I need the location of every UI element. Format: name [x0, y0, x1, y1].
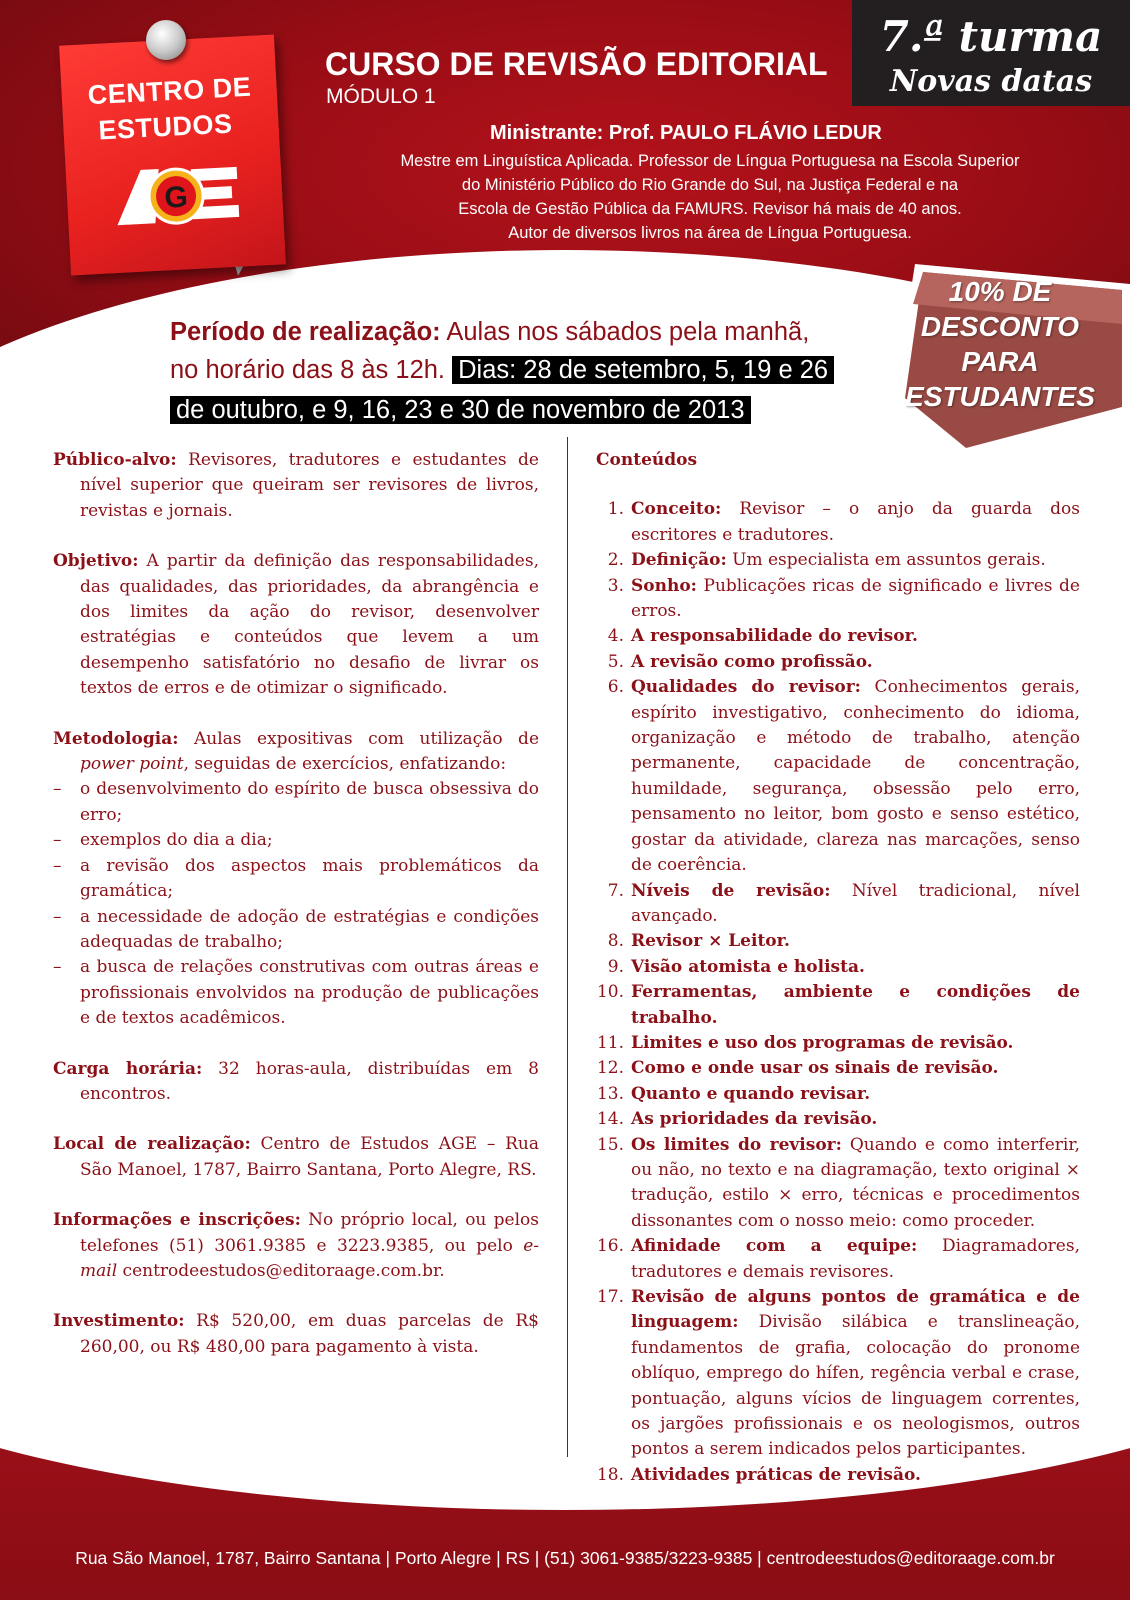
turma-number: 7.ª turma — [879, 12, 1103, 61]
item-text: Um especialista em assuntos gerais. — [726, 550, 1046, 571]
logo-text-line-1: CENTRO DE — [87, 71, 252, 111]
item-number: 9. — [607, 956, 624, 977]
section-text: Centro de Estudos AGE – Rua São Manoel, 1787, Bairro Santana, Porto Alegre, RS. — [80, 1134, 539, 1180]
period-text: Aulas nos sábados pela manhã, — [440, 318, 810, 346]
item-title: Limites e uso dos programas de revisão. — [631, 1032, 1014, 1053]
item-number: 8. — [607, 931, 624, 952]
item-number: 4. — [607, 626, 624, 647]
content-item — [596, 1031, 1080, 1056]
list-item: – a busca de relações construtivas com outras áreas e profissionais envolvidos na produção de publicações e de textos acadêmicos. — [53, 955, 539, 1031]
section-text: Aulas expositivas com utilização de — [178, 728, 539, 749]
section-text: No próprio local, ou pelos telefones (51) 3061.9385 e 3223.9385, ou pelo — [80, 1210, 539, 1256]
item-text: Publicações ricas de significado e livres de erros. — [631, 575, 1080, 622]
content-item — [596, 1133, 1080, 1235]
item-title: Revisão de alguns pontos de gramática e de linguagem: — [631, 1287, 1080, 1333]
item-text: Diagramadores, tradutores e demais revisores. — [631, 1236, 1080, 1282]
item-title: Os limites do revisor: — [631, 1134, 842, 1155]
section-label: Informações e inscrições: — [53, 1210, 301, 1231]
contents-list — [596, 497, 1080, 1488]
section-objetivo — [53, 549, 539, 701]
item-title: Níveis de revisão: — [631, 880, 831, 901]
section-text-italic: power point — [80, 754, 184, 775]
item-title: Afinidade com a equipe: — [631, 1236, 918, 1257]
content-item — [596, 929, 1080, 954]
item-title: Quanto e quando revisar. — [631, 1083, 871, 1104]
content-item — [596, 1056, 1080, 1081]
content-item — [596, 574, 1080, 625]
metodologia-list — [53, 777, 539, 1031]
age-logo — [106, 156, 249, 233]
badge-line: PARA — [961, 346, 1039, 377]
item-title: Conceito: — [631, 499, 722, 520]
turma-new-dates: Novas datas — [889, 64, 1093, 99]
period-hours: no horário das 8 às 12h. — [170, 356, 446, 384]
bio-line: do Ministério Público do Rio Grande do Sul, na Justiça Federal e na — [461, 176, 959, 194]
badge-line: 10% DE — [948, 276, 1052, 307]
period-dates-highlight: de outubro, e 9, 16, 23 e 30 de novembro de 2013 — [170, 396, 751, 424]
item-title: Atividades práticas de revisão. — [631, 1464, 921, 1485]
item-number: 7. — [607, 880, 624, 901]
instructor-bio — [360, 149, 1060, 245]
section-label: Investimento: — [53, 1311, 185, 1332]
right-column — [596, 448, 1080, 1488]
left-column — [53, 448, 539, 1385]
column-divider — [567, 437, 568, 1457]
item-number: 12. — [596, 1058, 624, 1079]
section-text: Revisores, tradutores e estudantes de nível superior que queiram ser revisores de livros, revistas e jornais. — [80, 450, 539, 521]
content-item — [596, 675, 1080, 878]
item-number: 17. — [596, 1287, 624, 1307]
content-item — [596, 497, 1080, 548]
item-title: A responsabilidade do revisor. — [631, 626, 918, 647]
content-item — [596, 650, 1080, 675]
section-label: Metodologia: — [53, 728, 179, 749]
item-title: A revisão como profissão. — [631, 651, 873, 672]
period-line-3 — [170, 396, 751, 425]
item-number: 14. — [596, 1109, 624, 1130]
module-label: MÓDULO 1 — [326, 85, 436, 108]
item-title: Qualidades do revisor: — [631, 677, 861, 698]
bio-line: Mestre em Linguística Aplicada. Professor de Língua Portuguesa na Escola Superior — [400, 152, 1020, 170]
section-text: R$ 520,00, em duas parcelas de R$ 260,00, ou R$ 480,00 para pagamento à vista. — [80, 1311, 539, 1357]
item-text: Quando e como interferir, ou não, no texto e na diagramação, texto original × tradução, estilo × erro, técnicas e procedimentos dissonantes com o nosso meio: como proceder. — [631, 1134, 1081, 1231]
item-number: 1. — [607, 499, 624, 520]
list-item: – a revisão dos aspectos mais problemáticos da gramática; — [53, 854, 539, 905]
item-text: Conhecimentos gerais, espírito investigativo, conhecimento do idioma, organização e método de trabalho, atenção permanente, capacidade de concentração, humildade, segurança, obsessão pelo erro, pensamento no leitor, bom gosto e senso estético, gostar da atividade, clareza nas marcações, senso de coerência. — [631, 677, 1080, 876]
section-label: Local de realização: — [53, 1134, 251, 1155]
instructor-name: Ministrante: Prof. PAULO FLÁVIO LEDUR — [490, 122, 882, 144]
list-item: – a necessidade de adoção de estratégias e condições adequadas de trabalho; — [53, 905, 539, 956]
content-item — [596, 1107, 1080, 1132]
section-text: , seguidas de exercícios, enfatizando: — [183, 754, 507, 775]
content-item — [596, 1463, 1080, 1488]
item-number: 2. — [607, 550, 624, 571]
section-label: Objetivo: — [53, 551, 139, 572]
item-number: 11. — [596, 1032, 624, 1053]
section-text: 32 horas-aula, distribuídas em 8 encontros. — [80, 1058, 539, 1104]
content-item — [596, 1082, 1080, 1107]
item-title: Como e onde usar os sinais de revisão. — [631, 1058, 999, 1079]
logo-text-line-2: ESTUDOS — [97, 108, 234, 146]
item-number: 13. — [596, 1083, 624, 1104]
list-item: – o desenvolvimento do espírito de busca obsessiva do erro; — [53, 777, 539, 828]
pushpin-icon — [146, 20, 186, 60]
content-item — [596, 1234, 1080, 1285]
section-investimento — [53, 1309, 539, 1360]
item-title: As prioridades da revisão. — [631, 1109, 878, 1130]
contents-title: Conteúdos — [596, 450, 698, 470]
section-publico-alvo — [53, 448, 539, 524]
content-item — [596, 980, 1080, 1031]
item-title: Ferramentas, ambiente e condições de trabalho. — [631, 982, 1080, 1028]
item-title: Revisor × Leitor. — [631, 931, 790, 952]
section-text: A partir da definição das responsabilidades, das qualidades, das prioridades, da abrangência e dos limites da ação do revisor, desenvolver estratégias e conteúdos que levem a um desempenho satisfatório no desafio de livrar os textos de erros e de otimizar o significado. — [80, 551, 539, 699]
section-metodologia — [53, 727, 539, 778]
email-text: centrodeestudos@editoraage.com.br. — [117, 1260, 445, 1281]
bio-line: Escola de Gestão Pública da FAMURS. Revisor há mais de 40 anos. — [458, 200, 962, 218]
item-text: Divisão silábica e translineação, fundamentos de grafia, colocação do pronome oblíquo, emprego do hífen, regência verbal e crase, pontuação, alguns vícios de linguagem correntes, os jargões profissionais e os neologismos, outros pontos a serem indicados pelos participantes. — [631, 1312, 1080, 1460]
list-item: – exemplos do dia a dia; — [53, 828, 539, 853]
section-carga-horaria — [53, 1057, 539, 1108]
item-title: Definição: — [631, 550, 727, 571]
section-local — [53, 1132, 539, 1183]
content-item — [596, 1285, 1080, 1463]
item-text: Nível tradicional, nível avançado. — [631, 880, 1080, 926]
period-line-2 — [170, 356, 834, 385]
content-item — [596, 879, 1080, 930]
item-number: 10. — [596, 982, 624, 1003]
period-dates-highlight: Dias: 28 de setembro, 5, 19 e 26 — [452, 356, 834, 384]
item-number: 15. — [596, 1134, 624, 1155]
content-item — [596, 955, 1080, 980]
section-label: Carga horária: — [53, 1058, 203, 1079]
section-informacoes — [53, 1208, 539, 1284]
period-line-1 — [170, 318, 809, 347]
badge-line: ESTUDANTES — [905, 381, 1095, 412]
item-number: 6. — [607, 677, 624, 698]
age-logo-letter: G — [163, 180, 189, 215]
section-label: Público-alvo: — [53, 450, 177, 470]
bio-line: Autor de diversos livros na área de Língua Portuguesa. — [508, 224, 912, 242]
item-number: 3. — [607, 575, 624, 596]
badge-line: DESCONTO — [920, 311, 1080, 342]
course-title: CURSO DE REVISÃO EDITORIAL — [325, 46, 828, 82]
footer-contact: Rua São Manoel, 1787, Bairro Santana | Porto Alegre | RS | (51) 3061-9385/3223-9385 | centrodeestudos@editoraage.com.br — [75, 1548, 1055, 1568]
item-title: Visão atomista e holista. — [631, 956, 865, 977]
content-item — [596, 624, 1080, 649]
period-label: Período de realização: — [170, 318, 441, 346]
item-title: Sonho: — [631, 575, 697, 596]
item-number: 16. — [596, 1236, 624, 1257]
item-number: 5. — [607, 651, 624, 672]
item-number: 18. — [596, 1464, 624, 1485]
item-text: Revisor – o anjo da guarda dos escritores e tradutores. — [631, 499, 1080, 545]
section-text-italic: e-mail — [80, 1235, 539, 1281]
content-item — [596, 548, 1080, 573]
